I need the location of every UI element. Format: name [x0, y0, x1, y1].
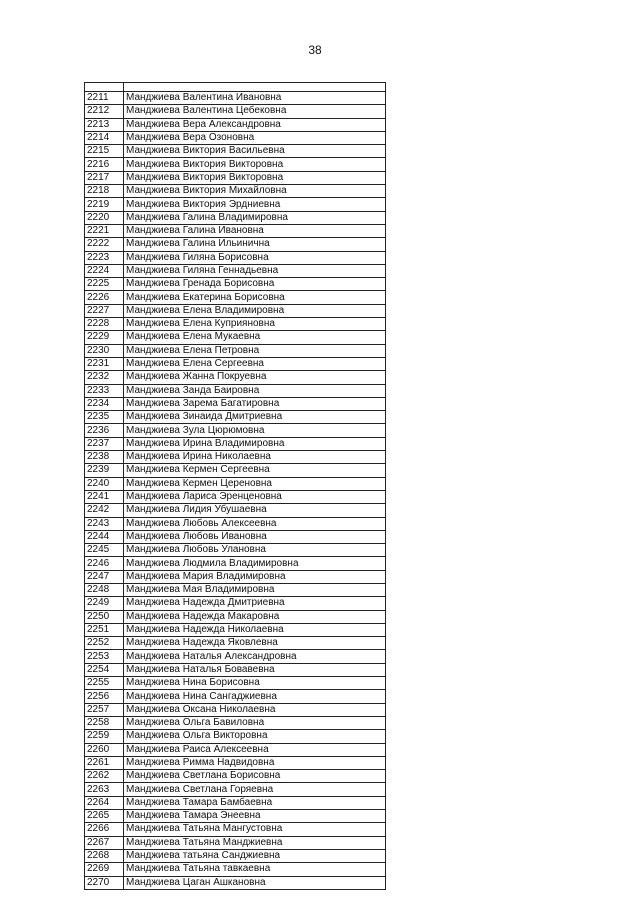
person-name-cell: Манджиева Надежда Дмитриевна	[124, 597, 386, 610]
person-name-cell: Манджиева Виктория Викторовна	[124, 171, 386, 184]
row-number-cell: 2212	[85, 105, 124, 118]
person-name-cell: Манджиева Галина Ильинична	[124, 238, 386, 251]
row-number-cell: 2248	[85, 583, 124, 596]
person-name-cell: Манджиева Гренада Борисовна	[124, 278, 386, 291]
table-row	[85, 849, 386, 862]
table-row	[85, 304, 386, 317]
table-row	[85, 185, 386, 198]
person-name-cell: Манджиева Ирина Николаевна	[124, 451, 386, 464]
person-name-cell: Манджиева Екатерина Борисовна	[124, 291, 386, 304]
row-number-cell: 2243	[85, 517, 124, 530]
table-row	[85, 530, 386, 543]
person-name-cell: Манджиева Нина Борисовна	[124, 677, 386, 690]
row-number-cell: 2230	[85, 344, 124, 357]
person-name-cell: Манджиева Валентина Ивановна	[124, 92, 386, 105]
row-number-cell: 2250	[85, 610, 124, 623]
person-name-cell: Манджиева Вера Александровна	[124, 118, 386, 131]
row-number-cell: 2270	[85, 876, 124, 889]
person-name-cell: Манджиева Зула Цюрюмовна	[124, 424, 386, 437]
row-number-cell: 2255	[85, 677, 124, 690]
person-name-cell: Манджиева Виктория Михайловна	[124, 185, 386, 198]
header-cell-number	[85, 83, 124, 92]
person-name-cell: Манджиева Елена Петровна	[124, 344, 386, 357]
person-name-cell: Манджиева Тамара Энеевна	[124, 810, 386, 823]
row-number-cell: 2216	[85, 158, 124, 171]
table-row	[85, 703, 386, 716]
table-row	[85, 264, 386, 277]
table-row	[85, 716, 386, 729]
person-name-cell: Манджиева Цаган Ашкановна	[124, 876, 386, 889]
row-number-cell: 2256	[85, 690, 124, 703]
table-row	[85, 810, 386, 823]
table-row	[85, 344, 386, 357]
person-name-cell: Манджиева Занда Баировна	[124, 384, 386, 397]
table-header-row	[85, 83, 386, 92]
row-number-cell: 2257	[85, 703, 124, 716]
row-number-cell: 2253	[85, 650, 124, 663]
person-name-cell: Манджиева Мария Владимировна	[124, 570, 386, 583]
table-row	[85, 238, 386, 251]
row-number-cell: 2214	[85, 131, 124, 144]
table-row	[85, 411, 386, 424]
table-row	[85, 557, 386, 570]
person-name-cell: Манджиева Людмила Владимировна	[124, 557, 386, 570]
table-row	[85, 477, 386, 490]
person-name-cell: Манджиева Кермен Сергеевна	[124, 464, 386, 477]
table-row	[85, 384, 386, 397]
table-row	[85, 730, 386, 743]
table-row	[85, 876, 386, 889]
row-number-cell: 2228	[85, 318, 124, 331]
row-number-cell: 2218	[85, 185, 124, 198]
row-number-cell: 2254	[85, 663, 124, 676]
table-row	[85, 118, 386, 131]
table-row	[85, 770, 386, 783]
row-number-cell: 2221	[85, 224, 124, 237]
row-number-cell: 2267	[85, 836, 124, 849]
person-name-cell: Манджиева Зинаида Дмитриевна	[124, 411, 386, 424]
row-number-cell: 2244	[85, 530, 124, 543]
person-name-cell: Манджиева Любовь Алексеевна	[124, 517, 386, 530]
row-number-cell: 2226	[85, 291, 124, 304]
table-row	[85, 836, 386, 849]
row-number-cell: 2235	[85, 411, 124, 424]
table-row	[85, 437, 386, 450]
table-row	[85, 105, 386, 118]
person-name-cell: Манджиева Виктория Эрдниевна	[124, 198, 386, 211]
person-name-cell: Манджиева Валентина Цебековна	[124, 105, 386, 118]
person-name-cell: Манджиева Светлана Борисовна	[124, 770, 386, 783]
row-number-cell: 2224	[85, 264, 124, 277]
row-number-cell: 2217	[85, 171, 124, 184]
table-row	[85, 145, 386, 158]
row-number-cell: 2251	[85, 623, 124, 636]
row-number-cell: 2245	[85, 544, 124, 557]
row-number-cell: 2261	[85, 756, 124, 769]
table-row	[85, 251, 386, 264]
person-name-cell: Манджиева Галина Ивановна	[124, 224, 386, 237]
person-name-cell: Манджиева Надежда Яковлевна	[124, 637, 386, 650]
row-number-cell: 2220	[85, 211, 124, 224]
row-number-cell: 2219	[85, 198, 124, 211]
person-name-cell: Манджиева Жанна Покруевна	[124, 371, 386, 384]
person-name-cell: Манджиева Гиляна Борисовна	[124, 251, 386, 264]
person-name-cell: Манджиева Надежда Макаровна	[124, 610, 386, 623]
table-row	[85, 583, 386, 596]
person-name-cell: Манджиева Елена Владимировна	[124, 304, 386, 317]
person-name-cell: Манджиева Виктория Викторовна	[124, 158, 386, 171]
row-number-cell: 2232	[85, 371, 124, 384]
table-row	[85, 278, 386, 291]
person-name-cell: Манджиева татьяна Санджиевна	[124, 849, 386, 862]
table-row	[85, 517, 386, 530]
table-row	[85, 171, 386, 184]
row-number-cell: 2225	[85, 278, 124, 291]
row-number-cell: 2236	[85, 424, 124, 437]
row-number-cell: 2227	[85, 304, 124, 317]
row-number-cell: 2252	[85, 637, 124, 650]
person-name-cell: Манджиева Оксана Николаевна	[124, 703, 386, 716]
table-row	[85, 504, 386, 517]
table-row	[85, 610, 386, 623]
row-number-cell: 2241	[85, 490, 124, 503]
table-row	[85, 663, 386, 676]
row-number-cell: 2213	[85, 118, 124, 131]
row-number-cell: 2260	[85, 743, 124, 756]
person-name-cell: Манджиева Ольга Викторовна	[124, 730, 386, 743]
row-number-cell: 2240	[85, 477, 124, 490]
table-row	[85, 823, 386, 836]
person-name-cell: Манджиева Раиса Алексеевна	[124, 743, 386, 756]
page-number: 38	[308, 43, 322, 57]
person-name-cell: Манджиева Зарема Багатировна	[124, 397, 386, 410]
names-table	[84, 82, 386, 890]
person-name-cell: Манджиева Гиляна Геннадьевна	[124, 264, 386, 277]
row-number-cell: 2222	[85, 238, 124, 251]
table-row	[85, 756, 386, 769]
row-number-cell: 2223	[85, 251, 124, 264]
person-name-cell: Манджиева Лидия Убушаевна	[124, 504, 386, 517]
table-row	[85, 224, 386, 237]
row-number-cell: 2266	[85, 823, 124, 836]
row-number-cell: 2269	[85, 863, 124, 876]
person-name-cell: Манджиева Ольга Бавиловна	[124, 716, 386, 729]
person-name-cell: Манджиева Наталья Бовавевна	[124, 663, 386, 676]
table-row	[85, 424, 386, 437]
row-number-cell: 2211	[85, 92, 124, 105]
row-number-cell: 2247	[85, 570, 124, 583]
table-row	[85, 863, 386, 876]
table-row	[85, 331, 386, 344]
person-name-cell: Манджиева Наталья Александровна	[124, 650, 386, 663]
row-number-cell: 2234	[85, 397, 124, 410]
table-row	[85, 357, 386, 370]
row-number-cell: 2249	[85, 597, 124, 610]
table-row	[85, 211, 386, 224]
person-name-cell: Манджиева Виктория Васильевна	[124, 145, 386, 158]
row-number-cell: 2242	[85, 504, 124, 517]
table-row	[85, 783, 386, 796]
row-number-cell: 2262	[85, 770, 124, 783]
table-row	[85, 131, 386, 144]
person-name-cell: Манджиева Кермен Цереновна	[124, 477, 386, 490]
table-row	[85, 796, 386, 809]
table-row	[85, 464, 386, 477]
row-number-cell: 2264	[85, 796, 124, 809]
row-number-cell: 2263	[85, 783, 124, 796]
table-row	[85, 544, 386, 557]
table-row	[85, 690, 386, 703]
person-name-cell: Манджиева Римма Надвидовна	[124, 756, 386, 769]
row-number-cell: 2215	[85, 145, 124, 158]
table-body	[85, 83, 386, 890]
row-number-cell: 2265	[85, 810, 124, 823]
row-number-cell: 2259	[85, 730, 124, 743]
person-name-cell: Манджиева Тамара Бамбаевна	[124, 796, 386, 809]
table-row	[85, 291, 386, 304]
person-name-cell: Манджиева Любовь Улановна	[124, 544, 386, 557]
person-name-cell: Манджиева Елена Мукаевна	[124, 331, 386, 344]
header-cell-name	[124, 83, 386, 92]
table-row	[85, 597, 386, 610]
person-name-cell: Манджиева Татьяна тавкаевна	[124, 863, 386, 876]
table-row	[85, 623, 386, 636]
table-row	[85, 451, 386, 464]
row-number-cell: 2268	[85, 849, 124, 862]
person-name-cell: Манджиева Елена Куприяновна	[124, 318, 386, 331]
person-name-cell: Манджиева Любовь Ивановна	[124, 530, 386, 543]
person-name-cell: Манджиева Татьяна Манджиевна	[124, 836, 386, 849]
table-row	[85, 743, 386, 756]
person-name-cell: Манджиева Галина Владимировна	[124, 211, 386, 224]
table-row	[85, 318, 386, 331]
row-number-cell: 2246	[85, 557, 124, 570]
person-name-cell: Манджиева Ирина Владимировна	[124, 437, 386, 450]
table-row	[85, 677, 386, 690]
table-row	[85, 650, 386, 663]
table-row	[85, 371, 386, 384]
table-row	[85, 570, 386, 583]
table-row	[85, 92, 386, 105]
table-row	[85, 198, 386, 211]
row-number-cell: 2231	[85, 357, 124, 370]
table-row	[85, 490, 386, 503]
person-name-cell: Манджиева Мая Владимировна	[124, 583, 386, 596]
person-name-cell: Манджиева Татьяна Мангустовна	[124, 823, 386, 836]
row-number-cell: 2229	[85, 331, 124, 344]
row-number-cell: 2258	[85, 716, 124, 729]
person-name-cell: Манджиева Нина Сангаджиевна	[124, 690, 386, 703]
row-number-cell: 2237	[85, 437, 124, 450]
table-row	[85, 158, 386, 171]
table-row	[85, 397, 386, 410]
person-name-cell: Манджиева Светлана Горяевна	[124, 783, 386, 796]
row-number-cell: 2239	[85, 464, 124, 477]
person-name-cell: Манджиева Лариса Эренценовна	[124, 490, 386, 503]
row-number-cell: 2233	[85, 384, 124, 397]
row-number-cell: 2238	[85, 451, 124, 464]
person-name-cell: Манджиева Вера Озоновна	[124, 131, 386, 144]
person-name-cell: Манджиева Елена Сергеевна	[124, 357, 386, 370]
table-row	[85, 637, 386, 650]
person-name-cell: Манджиева Надежда Николаевна	[124, 623, 386, 636]
